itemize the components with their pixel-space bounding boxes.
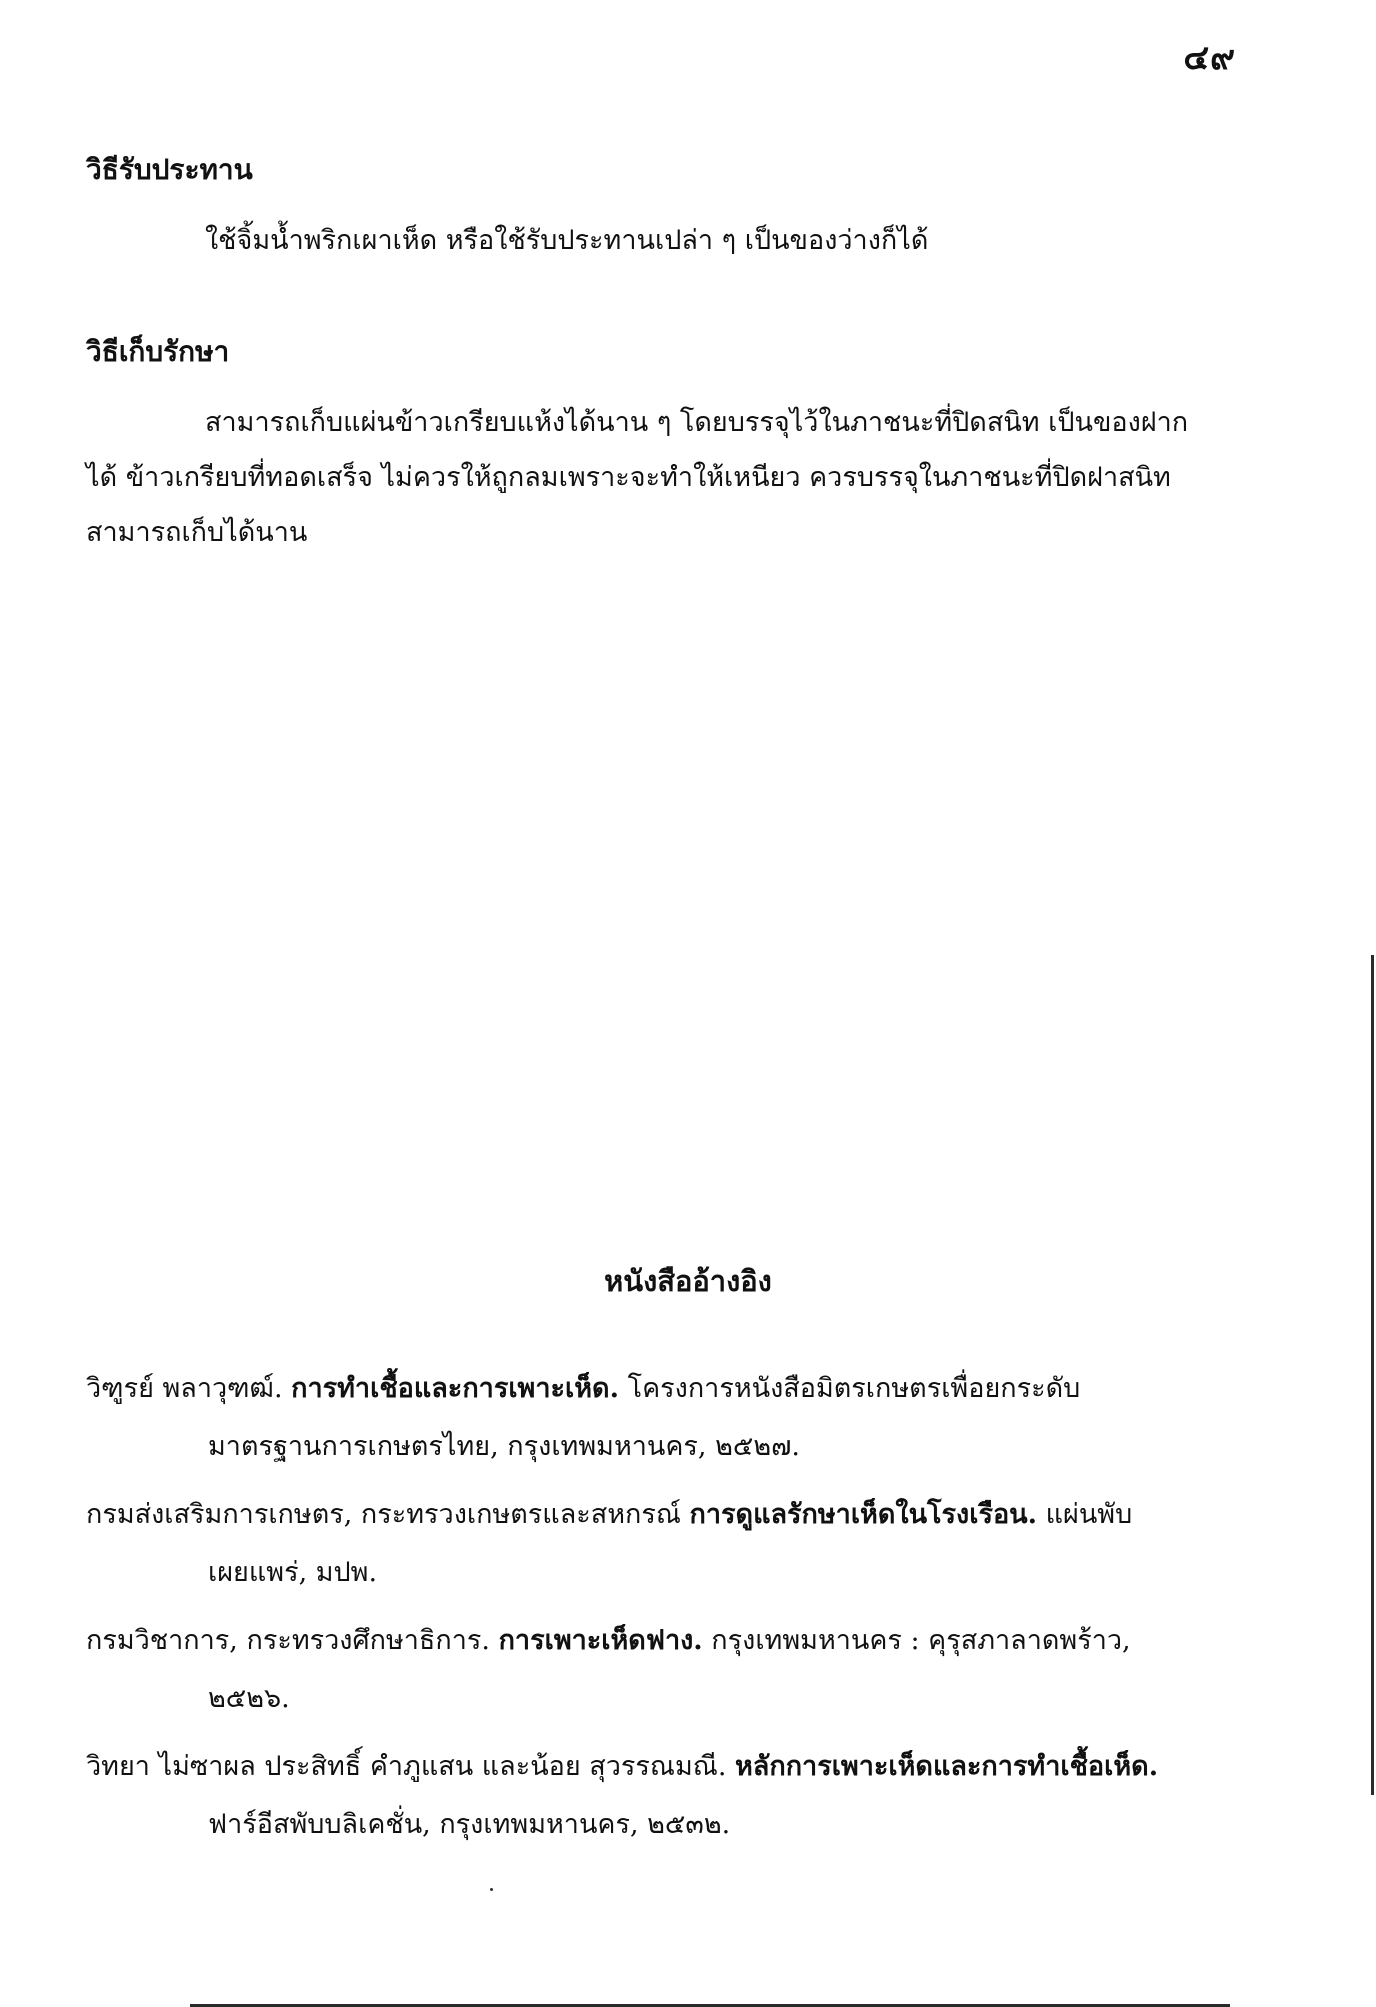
reference-line [86,1618,1131,1661]
reference-title: การทำเชื้อและการเพาะเห็ด. [291,1373,619,1404]
page-number: ๔๙ [1183,38,1236,78]
reference-publisher: แผ่นพับ [1037,1499,1133,1530]
storage-line: สามารถเก็บได้นาน [86,517,308,548]
offering-heading: วิธีรับประทาน [86,153,253,186]
reference-entry [86,1492,1236,1602]
reference-entry [86,1366,1236,1476]
reference-continuation: ฟาร์อีสพับบลิเคชั่น, กรุงเทพมหานคร, ๒๕๓๒. [208,1809,731,1840]
reference-publisher: กรุงเทพมหานคร : คุรุสภาลาดพร้าว, [702,1625,1131,1656]
reference-title: การเพาะเห็ดฟาง. [498,1625,703,1656]
storage-paragraph [86,400,1236,560]
references-title: หนังสืออ้างอิง [604,1264,772,1298]
reference-line [86,1366,1080,1409]
reference-continuation: มาตรฐานการเกษตรไทย, กรุงเทพมหานคร, ๒๕๒๗. [208,1431,801,1462]
scan-speck [490,1888,493,1891]
reference-continuation: ๒๕๒๖. [208,1683,290,1714]
reference-title: หลักการเพาะเห็ดและการทำเชื้อเห็ด. [735,1751,1159,1782]
reference-author: วิฑูรย์ พลาวุฑฒ์. [86,1373,292,1404]
reference-author: กรมส่งเสริมการเกษตร, กระทรวงเกษตรและสหกรณ์ [86,1499,690,1530]
offering-text: ใช้จิ้มน้ำพริกเผาเห็ด หรือใช้รับประทานเปล่า ๆ เป็นของว่างก็ได้ [205,225,929,256]
reference-author: กรมวิชาการ, กระทรวงศึกษาธิการ. [86,1625,499,1656]
reference-title: การดูแลรักษาเห็ดในโรงเรือน. [689,1499,1038,1530]
reference-publisher: โครงการหนังสือมิตรเกษตรเพื่อยกระดับ [618,1373,1081,1404]
reference-entry [86,1744,1236,1854]
reference-author: วิทยา ไม่ซาผล ประสิทธิ์ คำภูแสน และน้อย สุวรรณมณี. [86,1751,735,1782]
storage-heading: วิธีเก็บรักษา [86,335,230,368]
reference-entry [86,1618,1236,1728]
reference-line [86,1492,1132,1535]
reference-line [86,1744,1158,1787]
reference-continuation: เผยแพร่, มปพ. [208,1557,378,1588]
storage-line: สามารถเก็บแผ่นข้าวเกรียบแห้งได้นาน ๆ โดยบรรจุไว้ในภาชนะที่ปิดสนิท เป็นของฝาก [205,407,1189,438]
scan-edge-line [1371,955,1374,1795]
storage-line: ได้ ข้าวเกรียบที่ทอดเสร็จ ไม่ควรให้ถูกลมเพราะจะทำให้เหนียว ควรบรรจุในภาชนะที่ปิดฝาสนิท [86,462,1171,493]
